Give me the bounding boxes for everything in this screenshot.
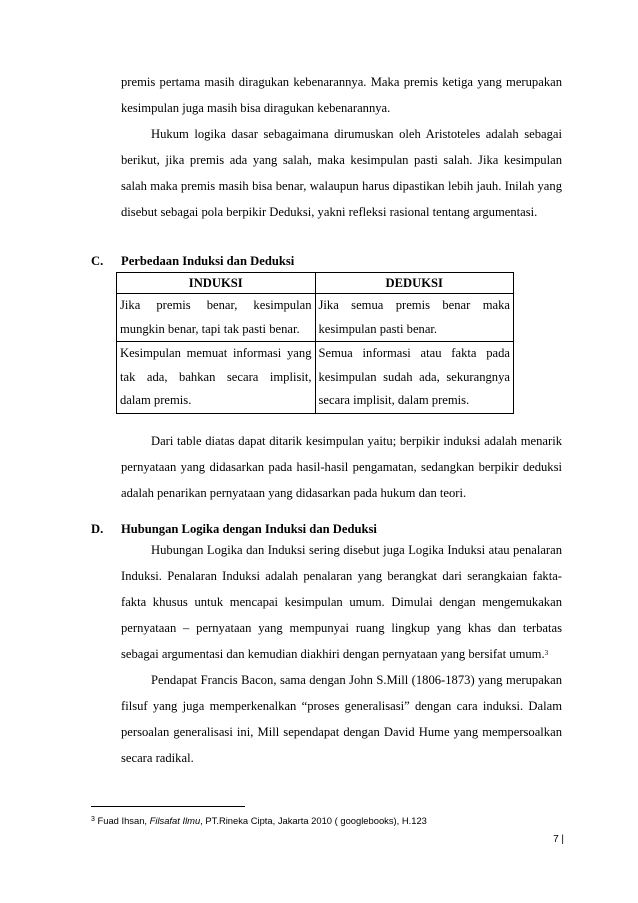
table-cell: Semua informasi atau fakta pada kesimpulan sudah ada, sekurangnya secara implisit, dalam premis. (315, 342, 514, 414)
intro-paragraph-2: Hukum logika dasar sebagaimana dirumuskan oleh Aristoteles adalah sebagai berikut, jika premis ada yang salah, maka kesimpulan pasti salah. Jika kesimpulan salah maka premis masih bisa benar, walaupun harus dipastikan lebih jauh. Inilah yang disebut sebagai pola berpikir Deduksi, yakni refleksi rasional tentang argumentasi. (121, 127, 562, 219)
table-row (117, 294, 514, 342)
table-cell: Jika semua premis benar maka kesimpulan pasti benar. (315, 294, 514, 342)
footnote-number: 3 (91, 816, 95, 823)
table-header-row (117, 273, 514, 294)
footnote-separator (91, 806, 245, 807)
table-header-deduksi: DEDUKSI (315, 273, 514, 294)
footnote-text-before: Fuad Ihsan, (94, 815, 150, 826)
footnote-text-after: , PT.Rineka Cipta, Jakarta 2010 ( googlebooks), H.123 (200, 815, 427, 826)
section-d-paragraph-1-text: Hubungan Logika dan Induksi sering disebut juga Logika Induksi atau penalaran Induksi. Penalaran Induksi adalah penalaran yang berangkat dari serangkaian fakta-fakta khusus untuk mencapai kesimpulan umum. Dimulai dengan mengemukakan pernyataan – pernyataan yang mempunyai ruang lingkup yang khas dan terbatas sebagai argumentasi dan kemudian diakhiri dengan pernyataan yang bersifat umum. (121, 543, 562, 661)
page-number: 7 | (553, 834, 564, 845)
footnote (91, 815, 591, 827)
intro-paragraph-1: premis pertama masih diragukan kebenarannya. Maka premis ketiga yang merupakan kesimpulan juga masih bisa diragukan kebenarannya. (121, 75, 562, 115)
comparison-table (116, 272, 514, 414)
section-d-letter: D. (91, 522, 104, 536)
table-cell: Kesimpulan memuat informasi yang tak ada, bahkan secara implisit, dalam premis. (117, 342, 316, 414)
section-c-conclusion: Dari table diatas dapat ditarik kesimpulan yaitu; berpikir induksi adalah menarik pernyataan yang didasarkan pada hasil-hasil pengamatan, sedangkan berpikir deduksi adalah penarikan pernyataan yang didasarkan pada hukum dan teori. (121, 434, 562, 500)
section-c-title: Perbedaan Induksi dan Deduksi (121, 254, 295, 268)
table-cell: Jika premis benar, kesimpulan mungkin benar, tapi tak pasti benar. (117, 294, 316, 342)
table-row (117, 342, 514, 414)
footnote-reference: 3 (544, 649, 549, 657)
section-d-paragraph-1 (121, 537, 562, 667)
section-d-paragraph-2: Pendapat Francis Bacon, sama dengan John S.Mill (1806-1873) yang merupakan filsuf yang juga memperkenalkan “proses generalisasi” dengan cara induksi. Dalam persoalan generalisasi ini, Mill sependapat dengan David Hume yang mempersoalkan secara radikal. (121, 673, 562, 765)
footnote-book-title: Filsafat Ilmu (149, 815, 201, 826)
section-c-letter: C. (91, 254, 104, 268)
section-d-title: Hubungan Logika dengan Induksi dan Deduksi (121, 522, 377, 536)
table-header-induksi: INDUKSI (117, 273, 316, 294)
